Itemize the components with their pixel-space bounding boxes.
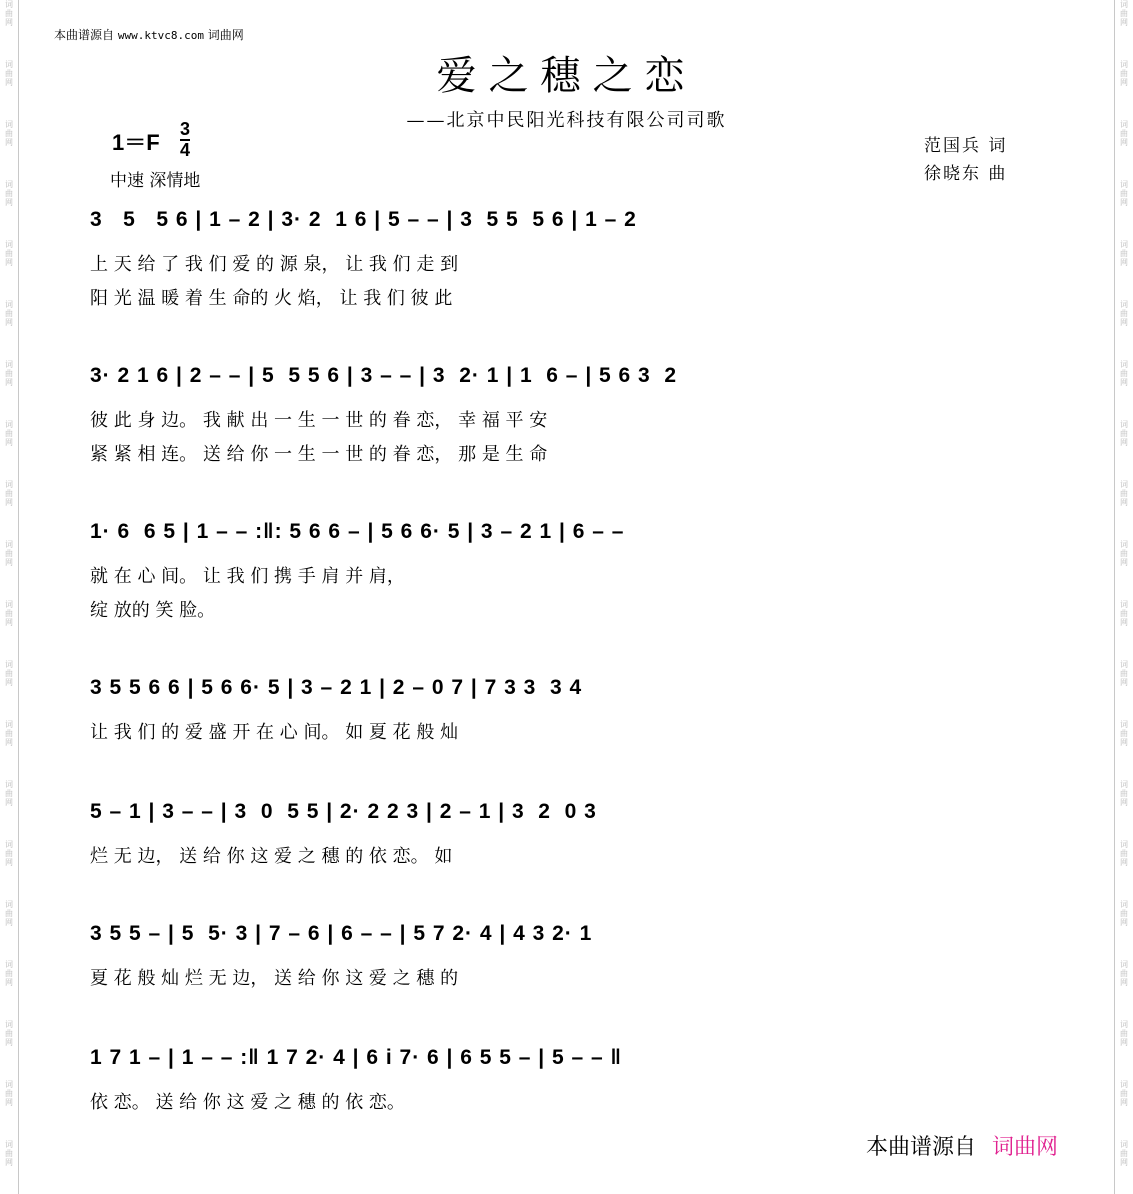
notation-text: 3 5 5 6 6 | 5 6 6· 5 | 3 – 2 1 | 2 – 0 7 | 7 3 3 3 4 bbox=[90, 676, 583, 699]
edge-watermark: 词 曲 网 bbox=[5, 300, 13, 327]
source-site-link[interactable]: www.ktvc8.com bbox=[117, 29, 204, 42]
edge-watermark: 词 曲 网 bbox=[1120, 540, 1128, 567]
source-brand: 词曲网 bbox=[207, 28, 244, 42]
edge-watermark: 词 曲 网 bbox=[5, 660, 13, 687]
time-signature-top: 3 bbox=[180, 119, 191, 139]
edge-watermark: 词 曲 网 bbox=[5, 420, 13, 447]
notation-text: 3 5 5 – | 5 5· 3 | 7 – 6 | 6 – – | 5 7 2· 4 | 4 3 2· 1 bbox=[90, 922, 593, 945]
edge-watermark: 词 曲 网 bbox=[5, 780, 13, 807]
lyric-verse-1: 上 天 给 了 我 们 爱 的 源 泉， 让 我 们 走 到 bbox=[90, 254, 459, 275]
credits bbox=[924, 132, 1007, 188]
notation-line bbox=[90, 512, 1035, 552]
edge-watermark: 词 曲 网 bbox=[5, 840, 13, 867]
notation-text: 3 5 5 6 | 1 – 2 | 3· 2 1 6 | 5 – – | 3 5 5 5 6 | 1 – 2 bbox=[90, 208, 637, 231]
edge-watermark: 词 曲 网 bbox=[1120, 420, 1128, 447]
song-subtitle: ——北京中民阳光科技有限公司司歌 bbox=[406, 110, 727, 131]
edge-watermark: 词 曲 网 bbox=[5, 1080, 13, 1107]
edge-watermark: 词 曲 网 bbox=[5, 720, 13, 747]
notation-text: 3· 2 1 6 | 2 – – | 5 5 5 6 | 3 – – | 3 2· 1 | 1 6 – | 5 6 3 2 bbox=[90, 364, 678, 387]
lyric-verse-1: 就 在 心 间。 让 我 们 携 手 肩 并 肩， bbox=[90, 566, 405, 587]
edge-watermark: 词 曲 网 bbox=[1120, 240, 1128, 267]
edge-watermark: 词 曲 网 bbox=[5, 60, 13, 87]
edge-watermark: 词 曲 网 bbox=[5, 1020, 13, 1047]
lyric-verse-1: 烂 无 边， 送 给 你 这 爱 之 穗 的 依 恋。 如 bbox=[90, 846, 453, 867]
composer-credit: 徐晓东 曲 bbox=[924, 164, 1008, 184]
lyric-verse-1: 夏 花 般 灿 烂 无 边， 送 给 你 这 爱 之 穗 的 bbox=[90, 968, 459, 989]
edge-watermark: 词 曲 网 bbox=[5, 480, 13, 507]
edge-watermark: 词 曲 网 bbox=[5, 180, 13, 207]
edge-watermark: 词 曲 网 bbox=[5, 900, 13, 927]
edge-watermark: 词 曲 网 bbox=[1120, 720, 1128, 747]
source-line-bottom bbox=[866, 1130, 1058, 1161]
edge-watermark: 词 曲 网 bbox=[5, 1140, 13, 1167]
source-brand-link[interactable]: 词曲网 bbox=[992, 1135, 1059, 1160]
edge-watermark: 词 曲 网 bbox=[1120, 840, 1128, 867]
lyric-verse-1: 让 我 们 的 爱 盛 开 在 心 间。 如 夏 花 般 灿 bbox=[90, 722, 459, 743]
edge-watermark: 词 曲 网 bbox=[1120, 480, 1128, 507]
notation-text: 1· 6 6 5 | 1 – – :‖: 5 6 6 – | 5 6 6· 5 | 3 – 2 1 | 6 – – bbox=[90, 520, 625, 543]
edge-watermark: 词 曲 网 bbox=[5, 360, 13, 387]
edge-watermark: 词 曲 网 bbox=[5, 600, 13, 627]
source-prefix: 本曲谱源自 bbox=[54, 28, 115, 42]
edge-watermark: 词 曲 网 bbox=[1120, 660, 1128, 687]
edge-watermark: 词 曲 网 bbox=[1120, 180, 1128, 207]
notation-line bbox=[90, 792, 1035, 832]
edge-watermark: 词 曲 网 bbox=[1120, 360, 1128, 387]
notation-line bbox=[90, 356, 1035, 396]
notation-line bbox=[90, 200, 1035, 240]
source-prefix: 本曲谱源自 bbox=[866, 1135, 977, 1160]
song-title: 爱之穗之恋 bbox=[436, 53, 697, 99]
right-edge-strip bbox=[1114, 0, 1133, 1194]
edge-watermark: 词 曲 网 bbox=[1120, 0, 1128, 27]
notation-text: 1 7 1 – | 1 – – :‖ 1 7 2· 4 | 6 i 7· 6 | 6 5 5 – | 5 – – ‖ bbox=[90, 1046, 623, 1069]
edge-watermark: 词 曲 网 bbox=[5, 960, 13, 987]
edge-watermark: 词 曲 网 bbox=[1120, 600, 1128, 627]
lyric-verse-2: 绽 放的 笑 脸。 bbox=[90, 600, 216, 621]
edge-watermark: 词 曲 网 bbox=[1120, 960, 1128, 987]
edge-watermark: 词 曲 网 bbox=[1120, 300, 1128, 327]
lyric-verse-1: 依 恋。 送 给 你 这 爱 之 穗 的 依 恋。 bbox=[90, 1092, 405, 1113]
time-signature-bottom: 4 bbox=[180, 140, 191, 160]
source-line-top bbox=[54, 26, 244, 43]
lyricist-credit: 范国兵 词 bbox=[924, 136, 1008, 156]
edge-watermark: 词 曲 网 bbox=[5, 540, 13, 567]
notation-line bbox=[90, 914, 1035, 954]
lyric-verse-1: 彼 此 身 边。 我 献 出 一 生 一 世 的 眷 恋， 幸 福 平 安 bbox=[90, 410, 548, 431]
edge-watermark: 词 曲 网 bbox=[5, 240, 13, 267]
edge-watermark: 词 曲 网 bbox=[1120, 1080, 1128, 1107]
key-signature: 1＝F bbox=[112, 130, 160, 155]
time-signature bbox=[180, 120, 190, 160]
edge-watermark: 词 曲 网 bbox=[1120, 900, 1128, 927]
edge-watermark: 词 曲 网 bbox=[1120, 780, 1128, 807]
lyric-verse-2: 阳 光 温 暖 着 生 命的 火 焰， 让 我 们 彼 此 bbox=[90, 288, 453, 309]
tempo-marking: 中速 深情地 bbox=[110, 171, 201, 191]
notation-text: 5 – 1 | 3 – – | 3 0 5 5 | 2· 2 2 3 | 2 – 1 | 3 2 0 3 bbox=[90, 800, 597, 823]
edge-watermark: 词 曲 网 bbox=[5, 0, 13, 27]
notation-line bbox=[90, 668, 1035, 708]
notation-line bbox=[90, 1038, 1035, 1078]
edge-watermark: 词 曲 网 bbox=[1120, 60, 1128, 87]
edge-watermark: 词 曲 网 bbox=[1120, 1020, 1128, 1047]
edge-watermark: 词 曲 网 bbox=[1120, 120, 1128, 147]
edge-watermark: 词 曲 网 bbox=[1120, 1140, 1128, 1167]
edge-watermark: 词 曲 网 bbox=[5, 120, 13, 147]
left-edge-strip bbox=[0, 0, 19, 1194]
lyric-verse-2: 紧 紧 相 连。 送 给 你 一 生 一 世 的 眷 恋， 那 是 生 命 bbox=[90, 444, 548, 465]
